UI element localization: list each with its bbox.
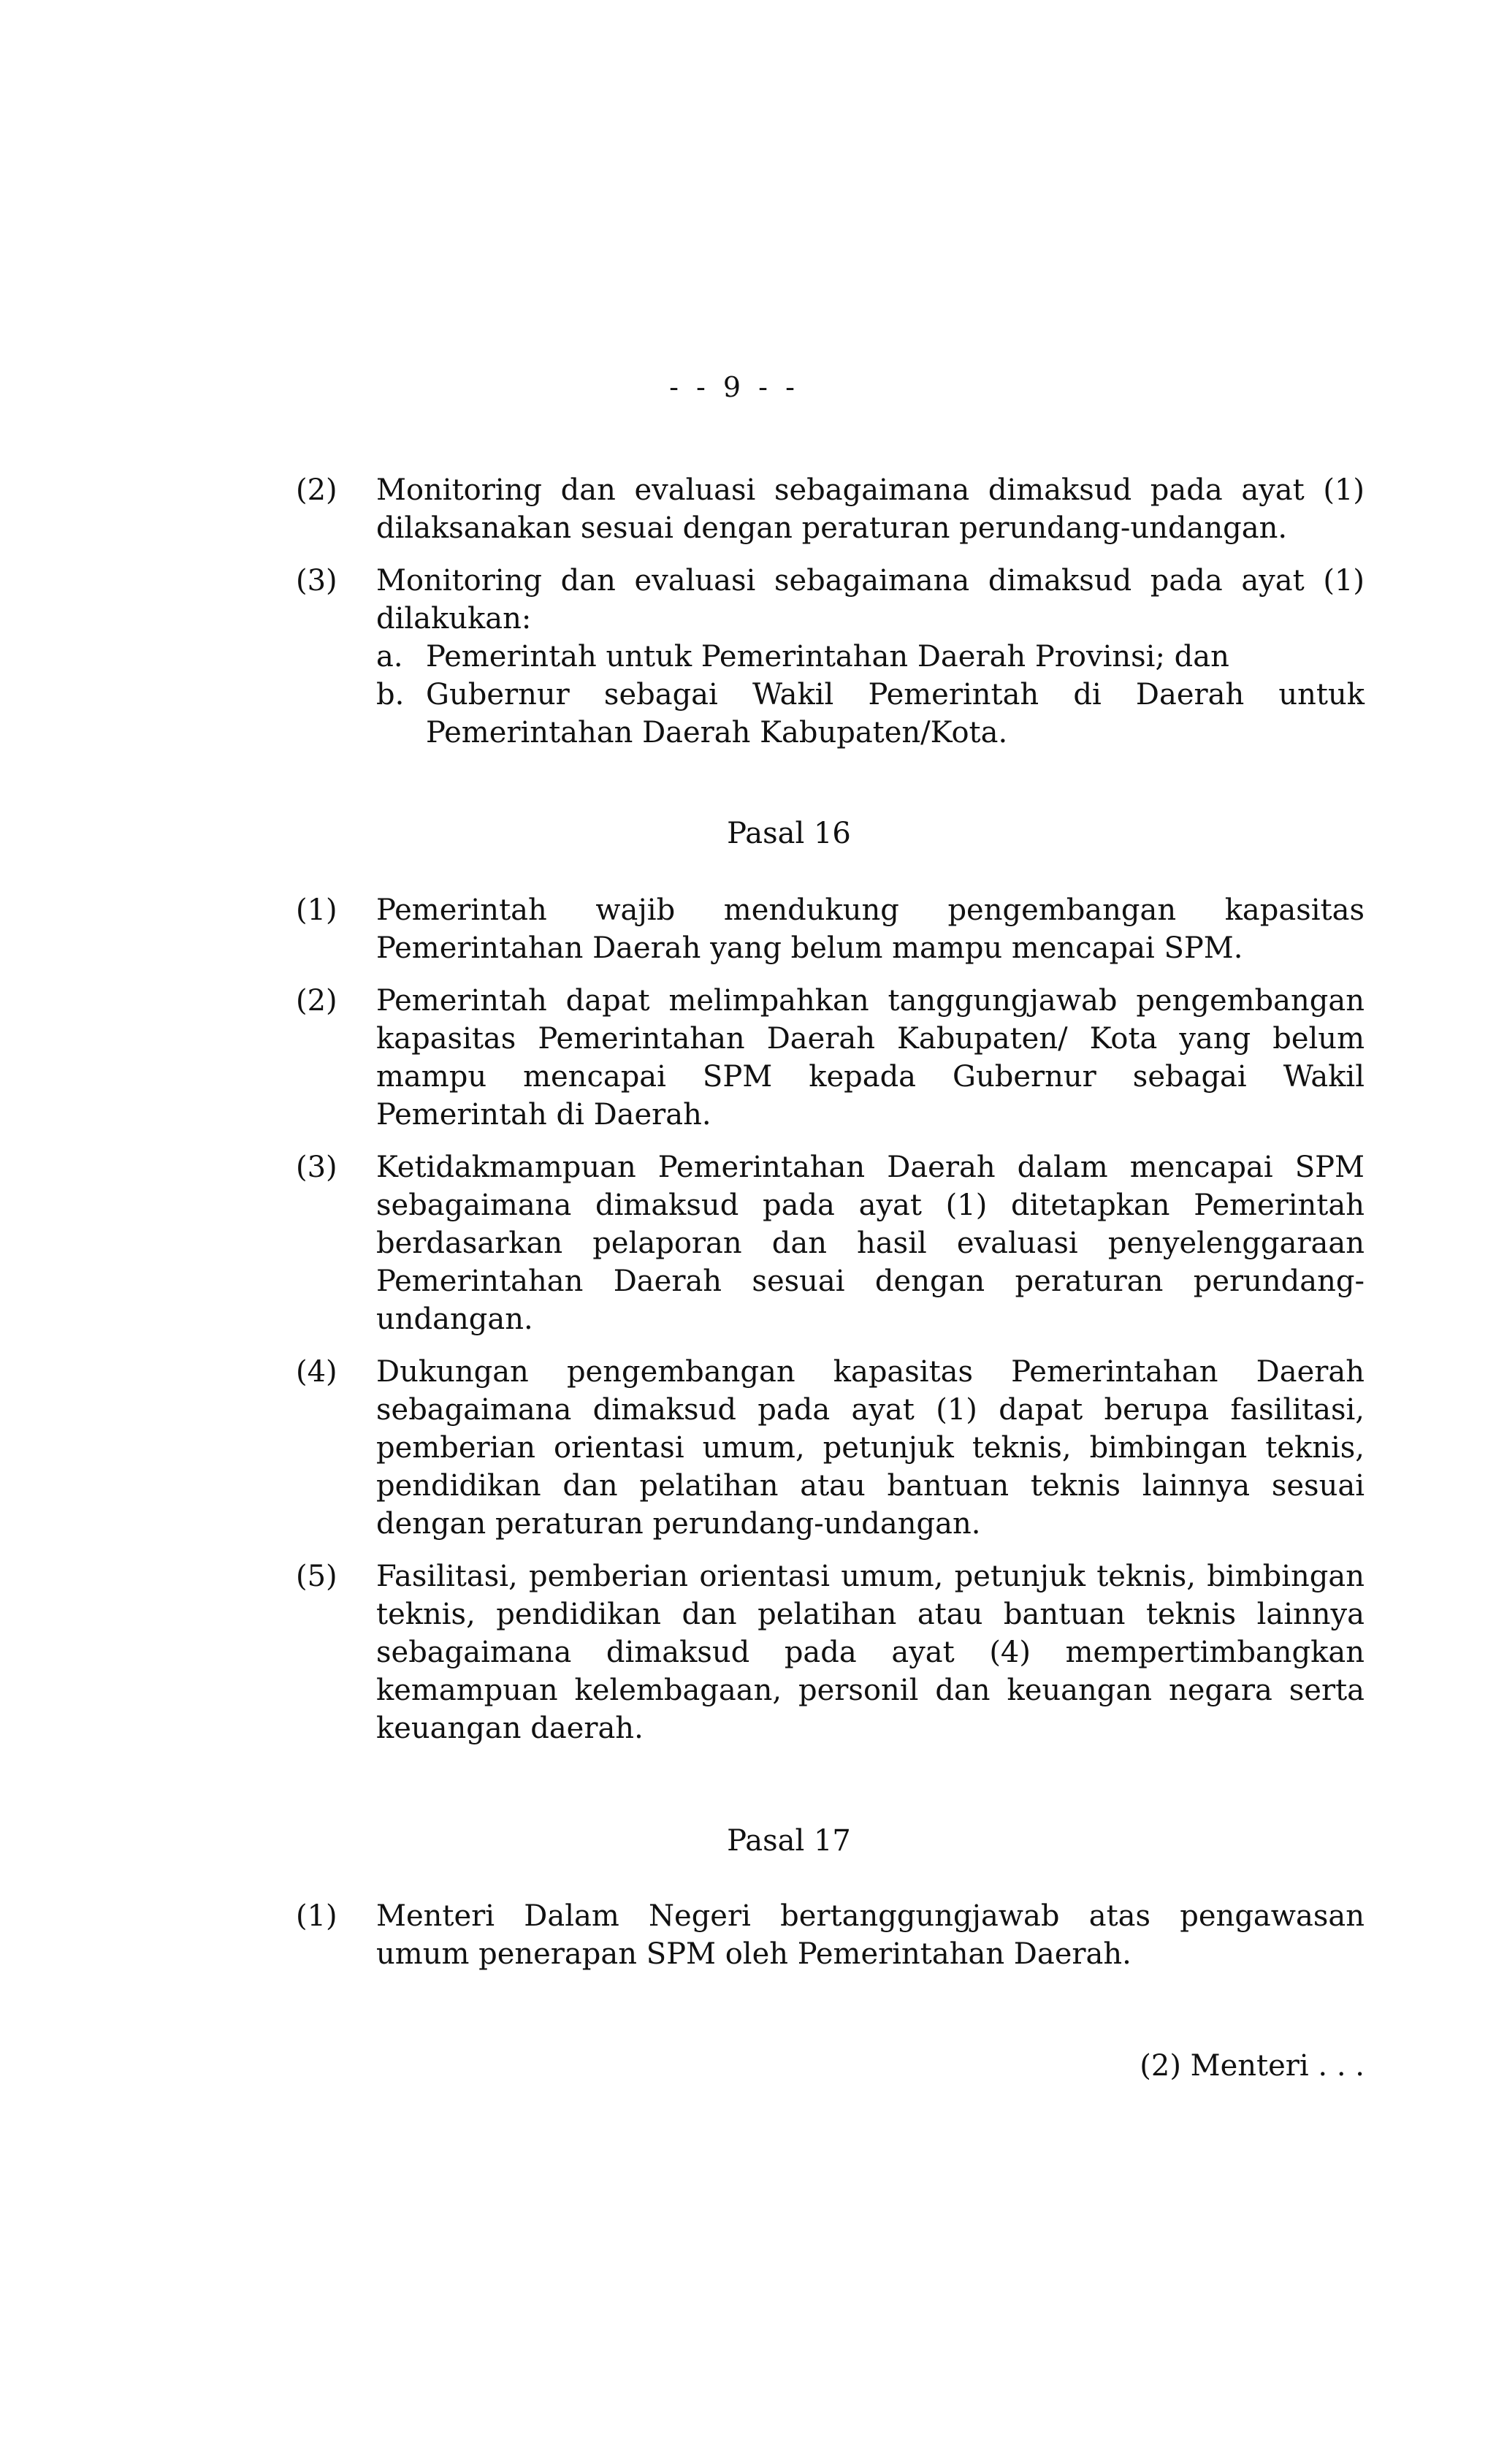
paragraph-item <box>296 1148 1365 1338</box>
paragraph-number: (1) <box>296 893 337 927</box>
pasal-17-title: Pasal 17 <box>727 1824 851 1858</box>
paragraph-text: Menteri Dalam Negeri bertanggungjawab atas pengawasan umum penerapan SPM oleh Pemerintahan Daerah. <box>376 1899 1365 1971</box>
paragraph-number: (3) <box>296 564 337 598</box>
paragraph-text: Pemerintah wajib mendukung pengembangan kapasitas Pemerintahan Daerah yang belum mampu mencapai SPM. <box>376 893 1365 965</box>
paragraph-text: Ketidakmampuan Pemerintahan Daerah dalam mencapai SPM sebagaimana dimaksud pada ayat (1) ditetapkan Pemerintah berdasarkan pelaporan dan hasil evaluasi penyelenggaraan Pemerintahan Daerah sesuai dengan peraturan perundang-undangan. <box>376 1151 1365 1336</box>
paragraph-item <box>296 891 1365 967</box>
sub-item-letter: a. <box>376 640 403 674</box>
pasal-17-body <box>296 1897 1365 1988</box>
sub-item-letter: b. <box>376 678 405 712</box>
sub-item <box>376 638 1365 676</box>
paragraph-number: (1) <box>296 1899 337 1933</box>
sub-item-text: Gubernur sebagai Wakil Pemerintah di Daerah untuk Pemerintahan Daerah Kabupaten/Kota. <box>426 678 1365 750</box>
paragraph-item <box>296 982 1365 1134</box>
pasal-16-title: Pasal 16 <box>727 817 851 850</box>
sub-item-text: Pemerintah untuk Pemerintahan Daerah Provinsi; dan <box>426 640 1229 674</box>
paragraph-number: (4) <box>296 1355 337 1389</box>
paragraph-text: Monitoring dan evaluasi sebagaimana dimaksud pada ayat (1) dilakukan: <box>376 564 1365 636</box>
sub-item <box>376 676 1365 752</box>
paragraph-number: (5) <box>296 1560 337 1593</box>
paragraph-item <box>296 1897 1365 1973</box>
paragraph-text: Fasilitasi, pemberian orientasi umum, petunjuk teknis, bimbingan teknis, pendidikan dan pelatihan atau bantuan teknis lainnya sebagaimana dimaksud pada ayat (4) mempertimbangkan kemampuan kelembagaan, personil dan keuangan negara serta keuangan daerah. <box>376 1560 1365 1745</box>
continuation-reference: (2) Menteri . . . <box>1140 2049 1365 2083</box>
paragraph-item <box>296 1353 1365 1543</box>
paragraph-number: (2) <box>296 984 337 1018</box>
section-continuation <box>296 471 1365 766</box>
paragraph-item <box>296 1557 1365 1747</box>
paragraph-text: Pemerintah dapat melimpahkan tanggungjawab pengembangan kapasitas Pemerintahan Daerah Kabupaten/ Kota yang belum mampu mencapai SPM kepada Gubernur sebagai Wakil Pemerintah di Daerah. <box>376 984 1365 1132</box>
paragraph-text: Dukungan pengembangan kapasitas Pemerintahan Daerah sebagaimana dimaksud pada ayat (1) dapat berupa fasilitasi, pemberian orientasi umum, petunjuk teknis, bimbingan teknis, pendidikan dan pelatihan atau bantuan teknis lainnya sesuai dengan peraturan perundang-undangan. <box>376 1355 1365 1541</box>
paragraph-text: Monitoring dan evaluasi sebagaimana dimaksud pada ayat (1) dilaksanakan sesuai dengan peraturan perundang-undangan. <box>376 473 1365 545</box>
page-number: - - 9 - - <box>669 371 799 403</box>
paragraph-number: (2) <box>296 473 337 507</box>
pasal-16-body <box>296 891 1365 1762</box>
paragraph-item <box>296 471 1365 547</box>
paragraph-item <box>296 562 1365 752</box>
paragraph-number: (3) <box>296 1151 337 1184</box>
